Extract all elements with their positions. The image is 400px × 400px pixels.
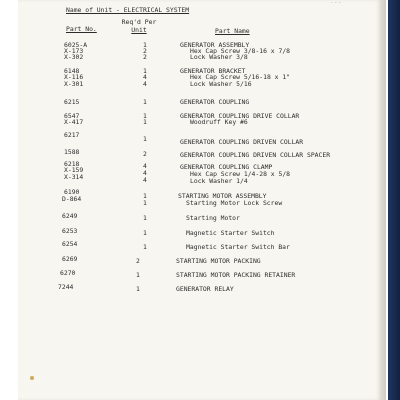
qty-cell: 1 [136,285,140,293]
part-no-cell: X-417 [64,118,84,126]
part-name-cell: GENERATOR COUPLING [180,98,250,106]
part-name-cell: Lock Washer 1/4 [190,177,248,185]
part-name-cell: Lock Washer 5/16 [190,80,252,88]
qty-cell: 1 [143,41,147,49]
part-name-cell: Magnetic Starter Switch Bar [186,243,290,251]
part-no-cell: D-864 [62,195,82,203]
qty-cell: 2 [143,47,147,55]
part-no-cell: X-301 [64,80,84,88]
part-no-cell: 1588 [64,148,80,156]
qty-cell: 4 [143,169,147,177]
part-name-cell: STARTING MOTOR PACKING RETAINER [176,271,296,279]
part-name-cell: Hex Cap Screw 1/4-28 x 5/8 [190,170,291,178]
column-header-part-no: Part No. [66,25,97,33]
part-no-cell: 6215 [64,98,80,106]
part-name-cell: GENERATOR RELAY [176,285,234,293]
qty-cell: 2 [143,150,147,158]
qty-cell: 1 [143,229,147,237]
qty-cell: 1 [143,67,147,75]
part-name-cell: Magnetic Starter Switch [186,229,275,237]
part-no-cell: X-314 [64,173,84,181]
unit-title: Name of Unit - ELECTRICAL SYSTEM [66,6,190,14]
column-header-reqd-line1: Req'd Per [121,18,157,26]
qty-cell: 2 [143,53,147,61]
part-name-cell: Hex Cap Screw 3/8-16 x 7/8 [190,47,291,55]
part-no-cell: 6547 [64,112,80,120]
part-name-cell: Hex Cap Screw 5/16-18 x 1" [190,73,291,81]
part-name-cell: GENERATOR BRACKET [180,67,246,75]
part-name-cell: GENERATOR ASSEMBLY [180,41,250,49]
part-name-cell: GENERATOR COUPLING DRIVEN COLLAR SPACER [180,151,331,159]
qty-cell: 1 [143,112,147,120]
part-no-cell: X-302 [64,53,84,61]
qty-cell: 2 [136,257,140,265]
part-name-cell: GENERATOR COUPLING CLAMP [180,163,273,171]
qty-cell: 1 [143,118,147,126]
part-no-cell: X-173 [64,47,84,55]
qty-cell: 1 [143,199,147,207]
part-name-cell: STARTING MOTOR PACKING [176,257,261,265]
part-no-cell: 6269 [62,255,78,263]
part-no-cell: 6148 [64,67,80,75]
part-no-cell: 6270 [60,269,76,277]
part-no-cell: X-159 [64,166,84,174]
part-name-cell: Lock Washer 3/8 [190,53,248,61]
part-no-cell: 6217 [64,131,80,139]
part-name-cell: Starting Motor [186,214,240,222]
qty-cell: 1 [143,214,147,222]
qty-cell: 4 [143,73,147,81]
qty-cell: 1 [143,98,147,106]
qty-cell: 1 [143,192,147,200]
part-no-cell: 6249 [62,212,78,220]
part-no-cell: 6254 [62,240,78,248]
part-no-cell: 6190 [64,188,80,196]
part-name-cell: GENERATOR COUPLING DRIVEN COLLAR [180,138,304,146]
qty-cell: 1 [136,271,140,279]
part-no-cell: 6218 [64,160,80,168]
qty-cell: 4 [143,80,147,88]
part-no-cell: 7244 [58,283,74,291]
column-header-reqd-line2: Unit [131,26,147,34]
part-no-cell: 6025-A [64,41,88,49]
qty-cell: 1 [143,243,147,251]
part-name-cell: GENERATOR COUPLING DRIVE COLLAR [180,112,300,120]
qty-cell: 4 [143,176,147,184]
qty-cell: 1 [143,135,147,143]
cut-off-header-text: ... [330,0,342,5]
column-header-part-name: Part Name [215,27,250,35]
part-name-cell: Starting Motor Lock Screw [186,199,283,207]
part-no-cell: X-116 [64,73,84,81]
part-name-cell: Woodruff Key #6 [190,118,248,126]
part-name-cell: STARTING MOTOR ASSEMBLY [178,192,267,200]
qty-cell: 4 [143,162,147,170]
part-no-cell: 6253 [62,227,78,235]
